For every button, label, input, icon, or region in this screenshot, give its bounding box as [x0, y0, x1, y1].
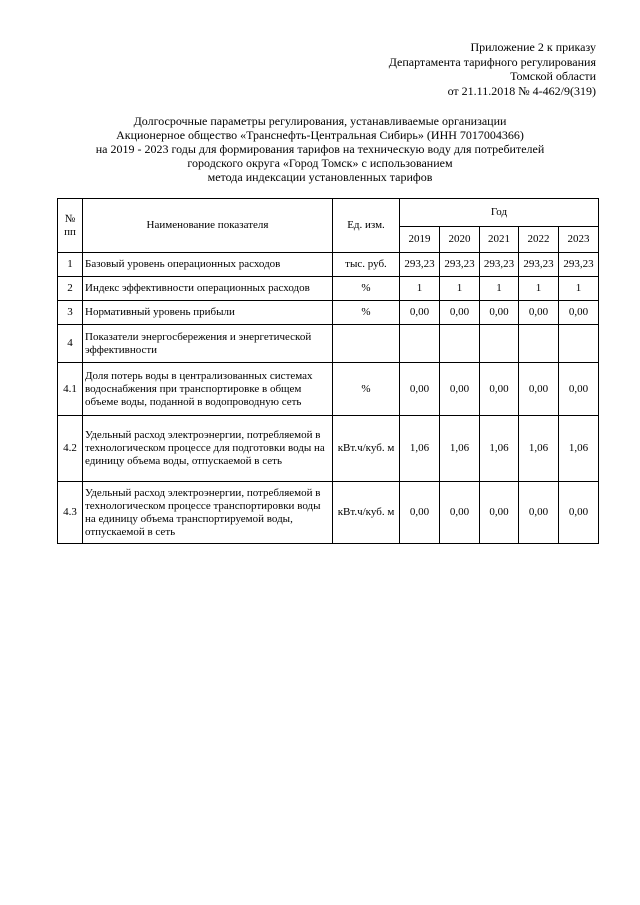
row-indicator-name: Показатели энергосбережения и энергетической эффективности [83, 325, 333, 363]
row-indicator-name: Доля потерь воды в централизованных системах водоснабжения при транспортировке в общем объеме воды, поданной в водопроводную сеть [83, 363, 333, 416]
row-value-2023 [559, 325, 599, 363]
row-value-2019: 0,00 [400, 363, 440, 416]
appendix-line-1: Приложение 2 к приказу [470, 40, 596, 54]
table-row [58, 482, 599, 544]
row-unit: % [333, 277, 400, 301]
title-line-5: метода индексации установленных тарифов [207, 170, 433, 184]
row-value-2022: 0,00 [519, 301, 559, 325]
row-indicator-name: Нормативный уровень прибыли [83, 301, 333, 325]
row-value-2019: 0,00 [400, 301, 440, 325]
table-row [58, 363, 599, 416]
table-row [58, 253, 599, 277]
row-unit: % [333, 363, 400, 416]
row-value-2023: 0,00 [559, 482, 599, 544]
document-title [0, 114, 640, 184]
row-value-2023: 293,23 [559, 253, 599, 277]
row-unit [333, 325, 400, 363]
title-line-1: Долгосрочные параметры регулирования, устанавливаемые организации [133, 114, 507, 128]
row-value-2021: 0,00 [480, 301, 519, 325]
row-indicator-name: Удельный расход электроэнергии, потребляемой в технологическом процессе транспортировки воды на единицу объема транспортируемой воды, отпускаемой в сеть [83, 482, 333, 544]
row-value-2022: 293,23 [519, 253, 559, 277]
header-number: № пп [58, 199, 83, 253]
row-value-2021 [480, 325, 519, 363]
row-unit: % [333, 301, 400, 325]
row-value-2020: 0,00 [440, 482, 480, 544]
row-unit: кВт.ч/куб. м [333, 482, 400, 544]
row-value-2023: 0,00 [559, 301, 599, 325]
row-value-2020 [440, 325, 480, 363]
row-value-2019: 293,23 [400, 253, 440, 277]
row-value-2022: 1,06 [519, 416, 559, 482]
table-row [58, 301, 599, 325]
title-line-3: на 2019 - 2023 годы для формирования тарифов на техническую воду для потребителей [95, 142, 545, 156]
table-row [58, 416, 599, 482]
row-number: 4 [58, 325, 83, 363]
row-value-2021: 293,23 [480, 253, 519, 277]
row-number: 4.1 [58, 363, 83, 416]
header-indicator-name: Наименование показателя [83, 199, 333, 253]
row-value-2019: 1 [400, 277, 440, 301]
header-year: Год [400, 199, 599, 227]
header-unit: Ед. изм. [333, 199, 400, 253]
table-row [58, 325, 599, 363]
appendix-line-3: Томской области [510, 69, 596, 83]
header-year-2021: 2021 [480, 227, 519, 253]
row-value-2019 [400, 325, 440, 363]
row-indicator-name: Удельный расход электроэнергии, потребляемой в технологическом процессе для подготовки воды на единицу объема воды, отпускаемой в сеть [83, 416, 333, 482]
row-value-2022: 0,00 [519, 363, 559, 416]
row-value-2020: 0,00 [440, 301, 480, 325]
row-value-2022: 1 [519, 277, 559, 301]
table-row [58, 277, 599, 301]
row-value-2023: 1 [559, 277, 599, 301]
row-value-2019: 1,06 [400, 416, 440, 482]
row-value-2020: 1 [440, 277, 480, 301]
row-indicator-name: Индекс эффективности операционных расходов [83, 277, 333, 301]
header-year-2023: 2023 [559, 227, 599, 253]
row-value-2021: 0,00 [480, 363, 519, 416]
header-year-2022: 2022 [519, 227, 559, 253]
title-line-4: городского округа «Город Томск» с использованием [187, 156, 453, 170]
parameters-table [57, 198, 599, 544]
appendix-line-2: Департамента тарифного регулирования [388, 54, 596, 69]
row-value-2021: 0,00 [480, 482, 519, 544]
row-number: 4.2 [58, 416, 83, 482]
appendix-line-4: от 21.11.2018 № 4-462/9(319) [447, 83, 596, 98]
row-number: 3 [58, 301, 83, 325]
row-value-2019: 0,00 [400, 482, 440, 544]
row-unit: тыс. руб. [333, 253, 400, 277]
row-value-2023: 1,06 [559, 416, 599, 482]
row-value-2021: 1 [480, 277, 519, 301]
row-number: 1 [58, 253, 83, 277]
row-value-2021: 1,06 [480, 416, 519, 482]
header-year-2020: 2020 [440, 227, 480, 253]
row-value-2020: 1,06 [440, 416, 480, 482]
title-line-2: Акционерное общество «Транснефть-Центральная Сибирь» (ИНН 7017004366) [116, 128, 524, 142]
row-number: 4.3 [58, 482, 83, 544]
row-indicator-name: Базовый уровень операционных расходов [83, 253, 333, 277]
row-value-2022 [519, 325, 559, 363]
row-number: 2 [58, 277, 83, 301]
row-value-2020: 0,00 [440, 363, 480, 416]
appendix-header [389, 40, 596, 98]
row-value-2020: 293,23 [440, 253, 480, 277]
row-value-2023: 0,00 [559, 363, 599, 416]
header-year-2019: 2019 [400, 227, 440, 253]
row-unit: кВт.ч/куб. м [333, 416, 400, 482]
row-value-2022: 0,00 [519, 482, 559, 544]
